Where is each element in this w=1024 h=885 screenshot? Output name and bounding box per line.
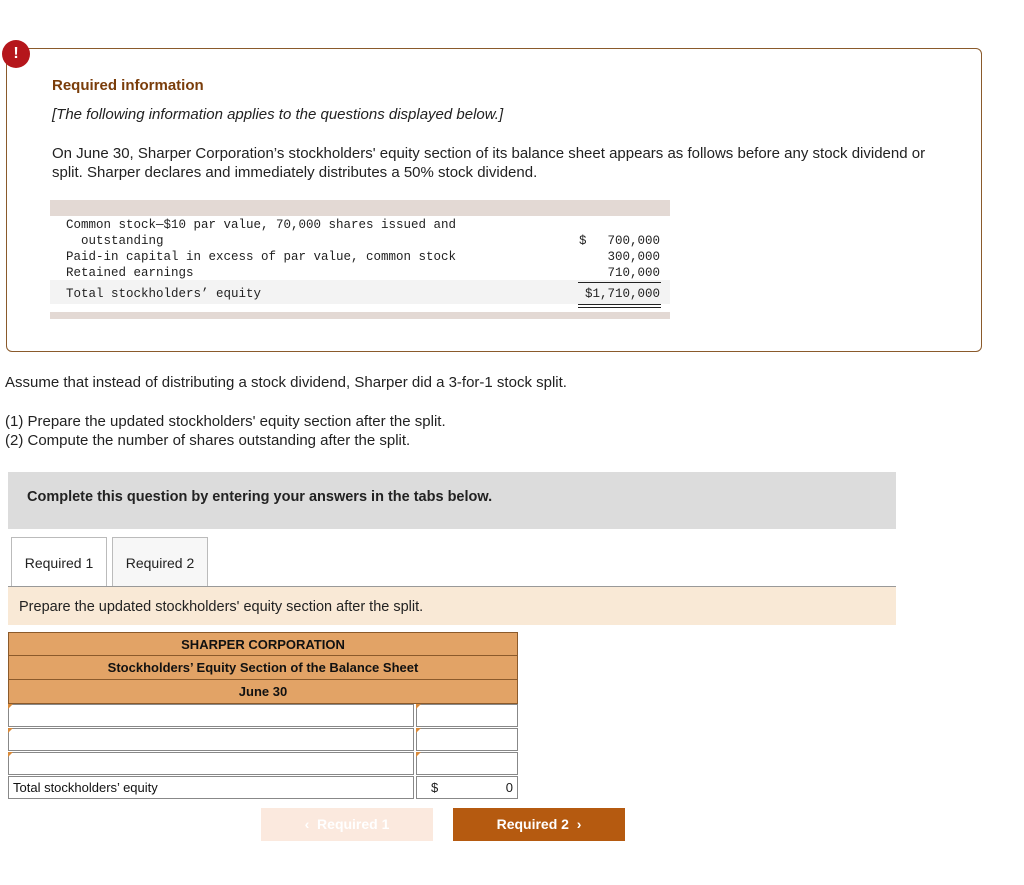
table-bottom-bar (50, 312, 670, 319)
instructions-text: Complete this question by entering your answers in the tabs below. (27, 489, 493, 505)
equity-row-label: outstanding (66, 234, 164, 248)
equity-row-value: 300,000 (607, 250, 660, 264)
instructions-banner (8, 472, 896, 529)
required-info-title: Required information (52, 77, 204, 94)
dropdown-marker-icon (8, 704, 13, 709)
step-2: (2) Compute the number of shares outstanding after the split. (5, 432, 411, 449)
prompt-text: Prepare the updated stockholders' equity section after the split. (19, 599, 424, 615)
required-info-body: On June 30, Sharper Corporation’s stockholders' equity section of its balance sheet appears as follows before any stock dividend or split. Sharper declares and immediately distributes a 50% stock dividend. (52, 145, 926, 181)
subtotal-underline (578, 282, 661, 283)
answer-label-input[interactable] (8, 704, 414, 727)
required-information-box (6, 48, 982, 352)
total-value: 0 (505, 780, 513, 795)
next-button-label: Required 2 (496, 816, 569, 832)
equity-total-label: Total stockholders’ equity (66, 287, 262, 301)
answer-amount-input[interactable] (416, 752, 518, 775)
statement-title-header: Stockholders’ Equity Section of the Balance Sheet (8, 656, 518, 680)
total-amount-cell (416, 776, 518, 799)
answer-amount-input[interactable] (416, 704, 518, 727)
answer-label-input[interactable] (8, 752, 414, 775)
dropdown-marker-icon (8, 728, 13, 733)
total-double-underline (578, 304, 661, 308)
dropdown-marker-icon (416, 728, 421, 733)
step-1: (1) Prepare the updated stockholders' equity section after the split. (5, 413, 446, 430)
total-currency: $ (431, 780, 439, 795)
answer-amount-input[interactable] (416, 728, 518, 751)
prev-required-button (261, 808, 433, 841)
assume-text: Assume that instead of distributing a stock dividend, Sharper did a 3-for-1 stock split. (5, 374, 567, 391)
required-info-subtitle: [The following information applies to the questions displayed below.] (52, 106, 504, 123)
tab-required-1[interactable]: Required 1 (11, 537, 107, 587)
chevron-left-icon: ‹ (304, 816, 310, 832)
total-label: Total stockholders’ equity (8, 776, 414, 799)
dropdown-marker-icon (8, 752, 13, 757)
statement-date-header: June 30 (8, 680, 518, 704)
equity-row-value: 700,000 (607, 234, 660, 248)
equity-row-value: 710,000 (607, 266, 660, 280)
equity-table (50, 200, 670, 320)
prev-button-label: Required 1 (317, 816, 390, 832)
corporation-answer-table (8, 632, 518, 800)
answer-label-input[interactable] (8, 728, 414, 751)
equity-row-label: Common stock—$10 par value, 70,000 shares issued and (66, 218, 457, 232)
next-required-button[interactable] (453, 808, 625, 841)
dropdown-marker-icon (416, 704, 421, 709)
answer-row (8, 752, 518, 776)
alert-icon: ! (2, 40, 30, 68)
currency-symbol: $ (579, 234, 587, 248)
answer-row (8, 704, 518, 728)
table-top-bar (50, 200, 670, 216)
tab-required-2[interactable]: Required 2 (112, 537, 208, 587)
dropdown-marker-icon (416, 752, 421, 757)
answer-row (8, 728, 518, 752)
company-name-header: SHARPER CORPORATION (8, 632, 518, 656)
equity-row-label: Paid-in capital in excess of par value, common stock (66, 250, 457, 264)
chevron-right-icon: › (576, 816, 582, 832)
equity-row-label: Retained earnings (66, 266, 194, 280)
equity-total-value: $1,710,000 (584, 287, 660, 301)
steps-list (5, 412, 446, 450)
prompt-banner (8, 587, 896, 625)
total-row (8, 776, 518, 800)
